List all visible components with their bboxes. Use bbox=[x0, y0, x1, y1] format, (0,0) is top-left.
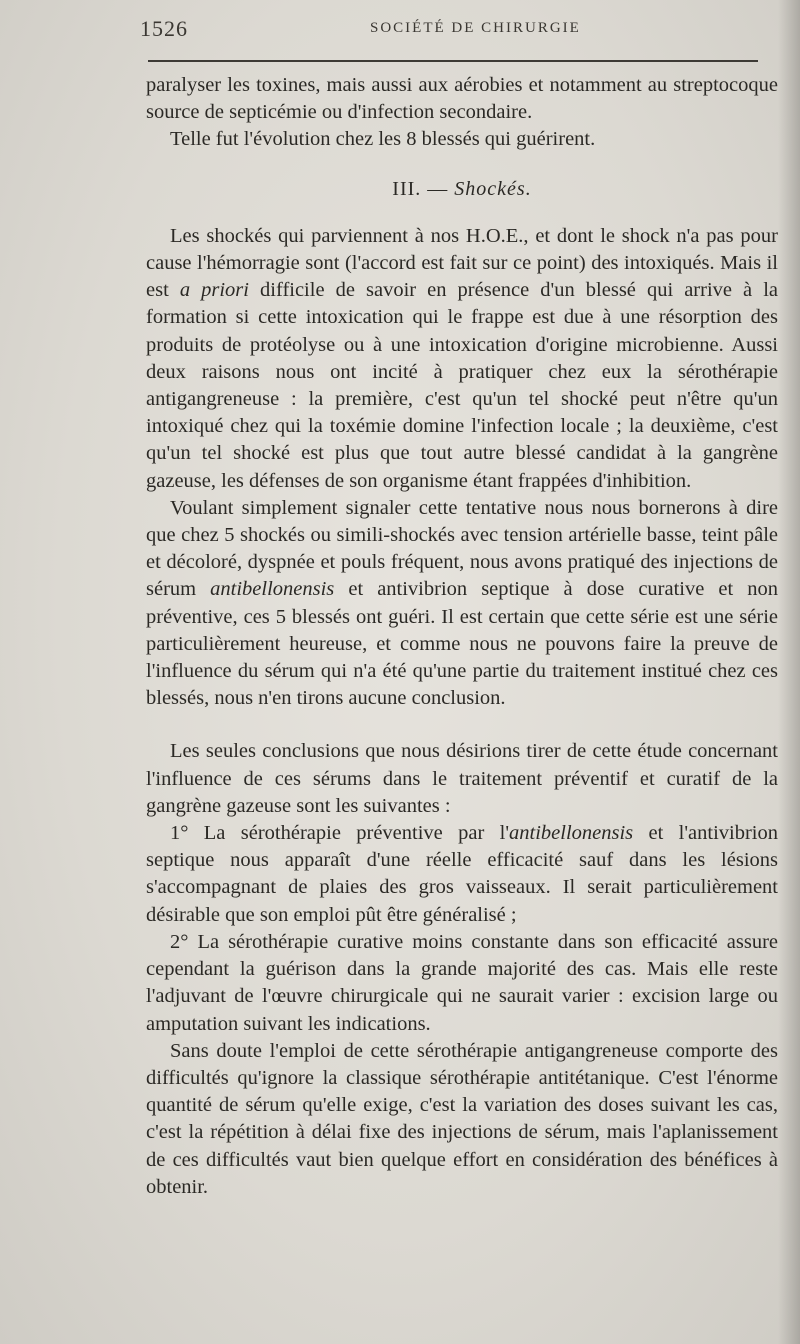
paragraph-continued: paralyser les toxines, mais aussi aux aérobies et notamment au streptocoque source de septicémie ou d'infection secondaire. bbox=[146, 74, 778, 124]
section-number: III. — bbox=[392, 177, 449, 200]
paragraph-tentative bbox=[146, 495, 778, 713]
italic-span: antibellonensis bbox=[509, 822, 634, 845]
paragraph-shockes bbox=[146, 223, 778, 495]
page-edge-shadow bbox=[778, 0, 800, 1344]
page-header bbox=[140, 16, 760, 46]
italic-span: antibellonensis bbox=[210, 578, 335, 601]
text-span: Voulant simplement signaler cette tentative nous nous bornerons à dire que chez 5 shockés ou simili-shockés avec tension artérielle basse, teint pâle et décoloré, dyspnée et pouls fréquent, nous avons pratiqué des injections de sérum bbox=[146, 496, 778, 601]
page-number: 1526 bbox=[140, 16, 188, 41]
text-span: 1° La sérothérapie préventive par l' bbox=[170, 822, 510, 845]
section-heading bbox=[146, 176, 778, 203]
text-span: et l'antivibrion septique nous apparaît d'une réelle efficacité sauf dans les lésions s'accompagnant de plaies des gros vaisseaux. Il serait particulièrement désirable que son emploi pût être généralisé ; bbox=[146, 822, 778, 926]
text-span: et antivibrion septique à dose curative et non préventive, ces 5 blessés ont guéri. Il est certain que cette série est une série particulièrement heureuse, et comme nous ne pouvons faire la preuve de l'influence du sérum qui n'a été qu'une partie du traitement institué chez ces blessés, nous n'en tirons aucune conclusion. bbox=[146, 578, 778, 710]
paragraph-evolution: Telle fut l'évolution chez les 8 blessés qui guérirent. bbox=[170, 128, 596, 151]
paragraph-conclusions: Les seules conclusions que nous désirions tirer de cette étude concernant l'influence de ces sérums dans le traitement préventif et curatif de la gangrène gazeuse sont les suivantes : bbox=[146, 740, 778, 817]
italic-span: a priori bbox=[179, 279, 249, 302]
running-head: SOCIÉTÉ DE CHIRURGIE bbox=[370, 20, 581, 36]
paragraph-conclusion-2: 2° La sérothérapie curative moins constante dans son efficacité assure cependant la guérison dans la grande majorité des cas. Mais elle reste l'adjuvant de l'œuvre chirurgicale qui ne saurait varier : excision large ou amputation suivant les indications. bbox=[146, 930, 778, 1035]
text-span: Les shockés qui parviennent à nos H.O.E., et dont le shock n'a pas pour cause l'hémorragie sont (l'accord est fait sur ce point) des intoxiqués. Mais il est bbox=[146, 224, 778, 302]
section-title: Shockés. bbox=[454, 177, 532, 200]
text-span: difficile de savoir en présence d'un blessé qui arrive à la formation si cette intoxication qui le frappe est due à une résorption des produits de protéolyse ou à une intoxication d'origine microbienne. Aussi deux raisons nous ont incité à pratiquer chez eux la sérothérapie antigangreneuse : la première, c'est qu'un tel shocké peut n'être qu'un intoxiqué chez qui la toxémie domine l'infection locale ; la deuxième, c'est qu'un tel shocké est plus que tout autre blessé candidat à la gangrène gazeuse, les défenses de son organisme étant frappées d'inhibition. bbox=[146, 279, 778, 492]
header-rule bbox=[148, 60, 758, 62]
body-text bbox=[146, 72, 778, 1201]
paragraph-difficultes: Sans doute l'emploi de cette sérothérapie antigangreneuse comporte des difficultés qu'ignore la classique sérothérapie antitétanique. C'est l'énorme quantité de sérum qu'elle exige, c'est la variation des doses suivant les cas, c'est la répétition à délai fixe des injections de sérum, mais l'aplanissement de ces difficultés vaut bien quelque effort en considération des bénéfices à obtenir. bbox=[146, 1039, 778, 1198]
paragraph-conclusion-1 bbox=[146, 820, 778, 929]
